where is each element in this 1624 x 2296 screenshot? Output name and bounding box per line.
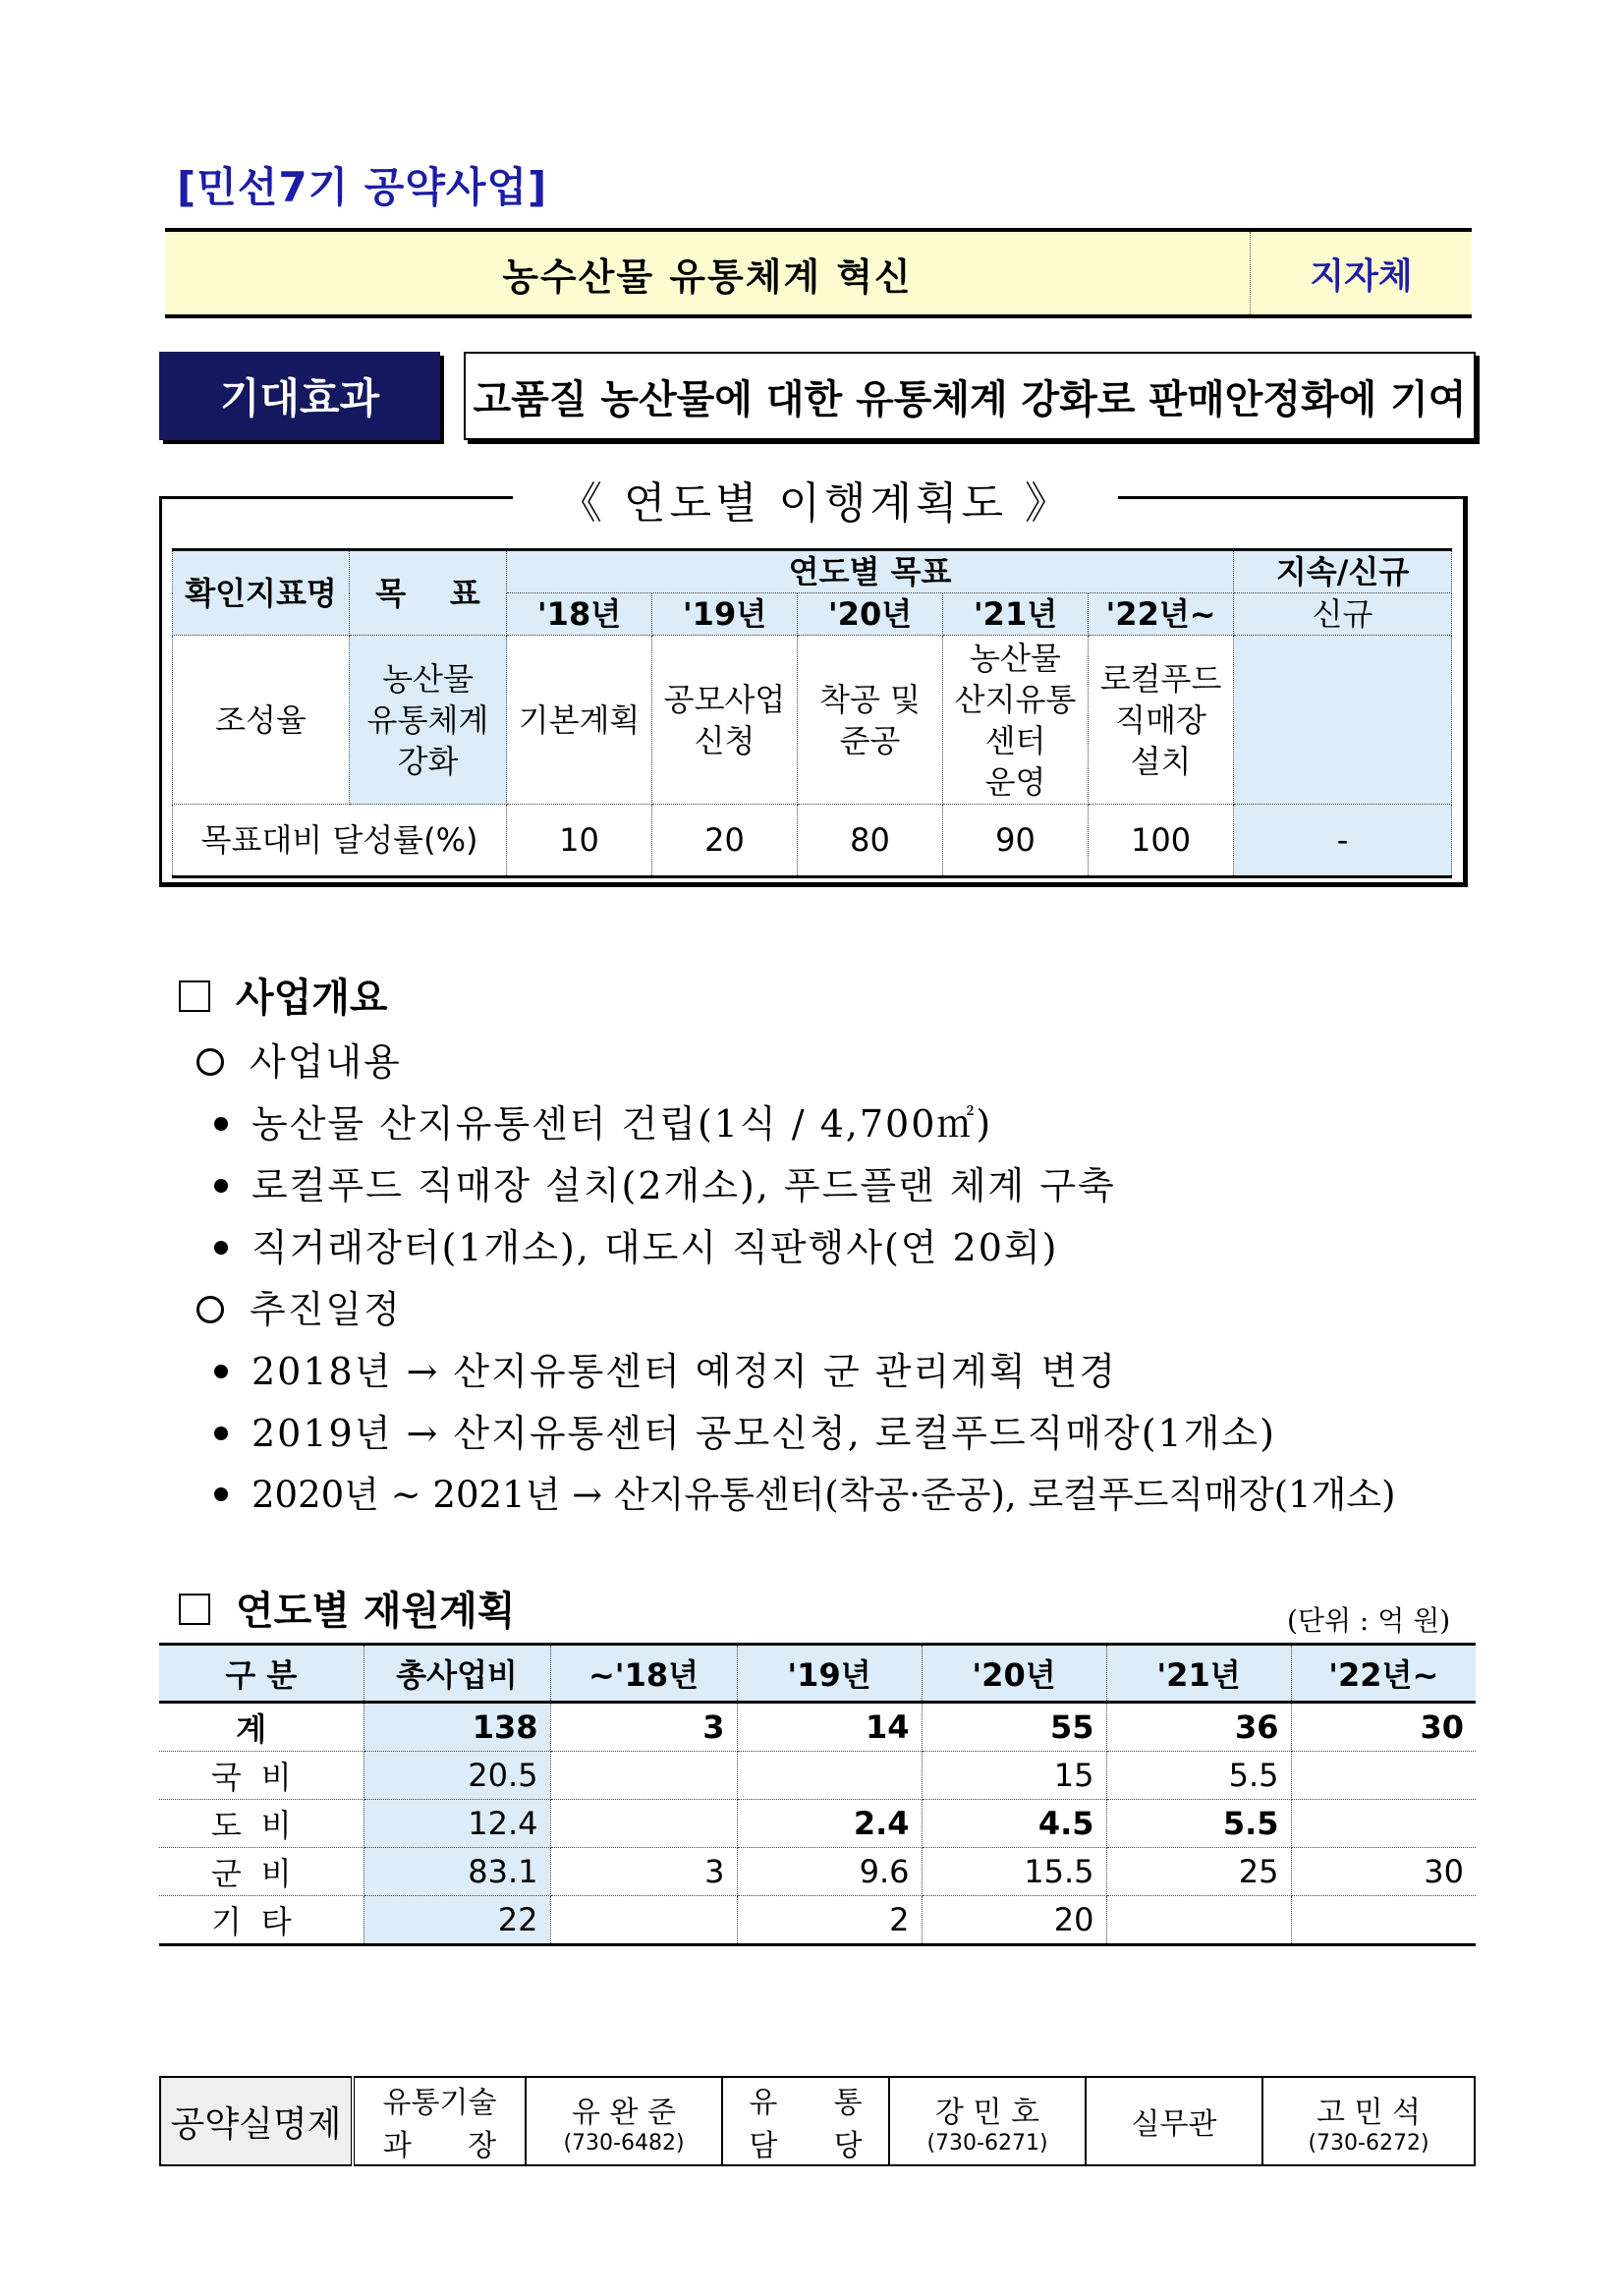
- cell-value: [1291, 1752, 1476, 1800]
- status-value: 신규: [1234, 593, 1452, 636]
- year-header: '22년~: [1089, 593, 1234, 636]
- column-header: 구 분: [159, 1645, 364, 1703]
- cell-value: 20.5: [364, 1752, 550, 1800]
- cell-value: [737, 1752, 922, 1800]
- cell-value: 5.5: [1106, 1800, 1291, 1848]
- year-header: '19년: [652, 593, 798, 636]
- indicator-header: 확인지표명: [173, 550, 350, 636]
- cell-value: 2.4: [737, 1800, 922, 1848]
- expected-effect-label: 기대효과: [159, 352, 440, 440]
- dept-title: 유통기술 과 장: [353, 2077, 526, 2165]
- cell-value: 36: [1106, 1703, 1291, 1752]
- column-header: 총사업비: [364, 1645, 550, 1703]
- title-box: [165, 228, 1472, 318]
- overview-item: 2018년 → 산지유통센터 예정지 군 관리계획 변경: [214, 1341, 1117, 1395]
- unit-label: (단위 : 억 원): [1287, 1604, 1451, 1637]
- project-title: 농수산물 유통체계 혁신: [165, 232, 1251, 314]
- dot-bullet-icon: [214, 1117, 228, 1131]
- cell-value: 30: [1291, 1848, 1476, 1896]
- cell-value: 138: [364, 1703, 550, 1752]
- table-row: [159, 1800, 1476, 1848]
- row-label: 계: [159, 1703, 364, 1752]
- square-bullet-icon: [179, 980, 210, 1012]
- plan-title: 《 연도별 이행계획도 》: [559, 478, 1072, 529]
- dot-bullet-icon: [214, 1365, 228, 1378]
- column-header: '19년: [737, 1645, 922, 1703]
- cell-value: 22: [364, 1896, 550, 1945]
- expected-effect-text: 고품질 농산물에 대한 유통체계 강화로 판매안정화에 기여: [464, 352, 1476, 440]
- cell-value: [550, 1752, 737, 1800]
- overview-item: 2020년 ~ 2021년 → 산지유통센터(착공·준공), 로컬푸드직매장(1개소): [214, 1465, 1396, 1518]
- cell-value: 14: [737, 1703, 922, 1752]
- column-header: '22년~: [1291, 1645, 1476, 1703]
- dot-bullet-icon: [214, 1241, 228, 1255]
- overview-item: 로컬푸드 직매장 설치(2개소), 푸드플랜 체계 구축: [214, 1155, 1116, 1209]
- funding-table: [159, 1643, 1476, 1946]
- achievement-value: 100: [1089, 805, 1234, 877]
- plan-frame-topline: [1118, 496, 1468, 499]
- year-header: '21년: [943, 593, 1089, 636]
- year-header: '18년: [507, 593, 652, 636]
- table-row: [159, 1703, 1476, 1752]
- milestone-cell: 착공 및 준공: [798, 636, 943, 805]
- cell-value: [1291, 1896, 1476, 1945]
- plan-table: [172, 548, 1452, 878]
- overview-heading: 사업개요: [179, 967, 388, 1023]
- manager: 강 민 호 (730-6271): [889, 2077, 1086, 2165]
- accountability-title: 공약실명제: [160, 2077, 353, 2165]
- cell-value: 12.4: [364, 1800, 550, 1848]
- status-header: 지속/신규: [1234, 550, 1452, 593]
- target-cell: 농산물 유통체계 강화: [350, 636, 507, 805]
- table-row: [159, 1752, 1476, 1800]
- achievement-value: 10: [507, 805, 652, 877]
- milestone-cell: 농산물 산지유통 센터 운영: [943, 636, 1089, 805]
- plan-frame-topline: [159, 496, 513, 499]
- overview-item: 추진일정: [196, 1279, 402, 1333]
- circle-bullet-icon: [196, 1296, 224, 1323]
- cell-value: [550, 1800, 737, 1848]
- yearly-target-header: 연도별 목표: [507, 550, 1234, 593]
- cell-value: 3: [550, 1703, 737, 1752]
- milestone-cell: 기본계획: [507, 636, 652, 805]
- indicator-cell: 조성율: [173, 636, 350, 805]
- project-category: 지자체: [1310, 255, 1413, 297]
- cell-value: 20: [922, 1896, 1106, 1945]
- overview-item: 농산물 산지유통센터 건립(1식 / 4,700㎡): [214, 1093, 992, 1148]
- year-header: '20년: [798, 593, 943, 636]
- target-header: 목 표: [350, 550, 507, 636]
- cell-value: 5.5: [1106, 1752, 1291, 1800]
- cell-value: 30: [1291, 1703, 1476, 1752]
- circle-bullet-icon: [196, 1048, 224, 1076]
- column-header: '21년: [1106, 1645, 1291, 1703]
- dot-bullet-icon: [214, 1179, 228, 1193]
- cell-value: 4.5: [922, 1800, 1106, 1848]
- square-bullet-icon: [179, 1594, 210, 1625]
- staff-title: 실무관: [1086, 2077, 1262, 2165]
- dot-bullet-icon: [214, 1487, 228, 1501]
- row-label: 도비: [159, 1800, 364, 1848]
- cell-value: 9.6: [737, 1848, 922, 1896]
- cell-value: 83.1: [364, 1848, 550, 1896]
- achievement-label: 목표대비 달성률(%): [173, 805, 507, 877]
- achievement-status: -: [1234, 805, 1452, 877]
- pledge-tag: [민선7기 공약사업]: [177, 163, 548, 211]
- table-row: [159, 1896, 1476, 1945]
- column-header: '20년: [922, 1645, 1106, 1703]
- milestone-cell: 공모사업 신청: [652, 636, 798, 805]
- column-header: ~'18년: [550, 1645, 737, 1703]
- row-label: 기타: [159, 1896, 364, 1945]
- overview-item: 사업내용: [196, 1032, 402, 1086]
- cell-value: 25: [1106, 1848, 1291, 1896]
- cell-value: 15: [922, 1752, 1106, 1800]
- dept-head: 유 완 준 (730-6482): [526, 2077, 722, 2165]
- cell-value: [550, 1896, 737, 1945]
- manager-title: 유 통 담 당: [722, 2077, 889, 2165]
- status-cell: [1234, 636, 1452, 805]
- achievement-value: 20: [652, 805, 798, 877]
- accountability-table: [159, 2076, 1476, 2166]
- achievement-value: 90: [943, 805, 1089, 877]
- row-label: 국비: [159, 1752, 364, 1800]
- achievement-value: 80: [798, 805, 943, 877]
- cell-value: 55: [922, 1703, 1106, 1752]
- cell-value: [1106, 1896, 1291, 1945]
- row-label: 군비: [159, 1848, 364, 1896]
- cell-value: 3: [550, 1848, 737, 1896]
- table-row: [159, 1848, 1476, 1896]
- cell-value: 15.5: [922, 1848, 1106, 1896]
- staff: 고 민 석 (730-6272): [1262, 2077, 1475, 2165]
- cell-value: [1291, 1800, 1476, 1848]
- funding-heading: 연도별 재원계획: [179, 1580, 515, 1636]
- cell-value: 2: [737, 1896, 922, 1945]
- overview-item: 직거래장터(1개소), 대도시 직판행사(연 20회): [214, 1217, 1058, 1271]
- milestone-cell: 로컬푸드 직매장 설치: [1089, 636, 1234, 805]
- overview-item: 2019년 → 산지유통센터 공모신청, 로컬푸드직매장(1개소): [214, 1403, 1276, 1457]
- dot-bullet-icon: [214, 1427, 228, 1440]
